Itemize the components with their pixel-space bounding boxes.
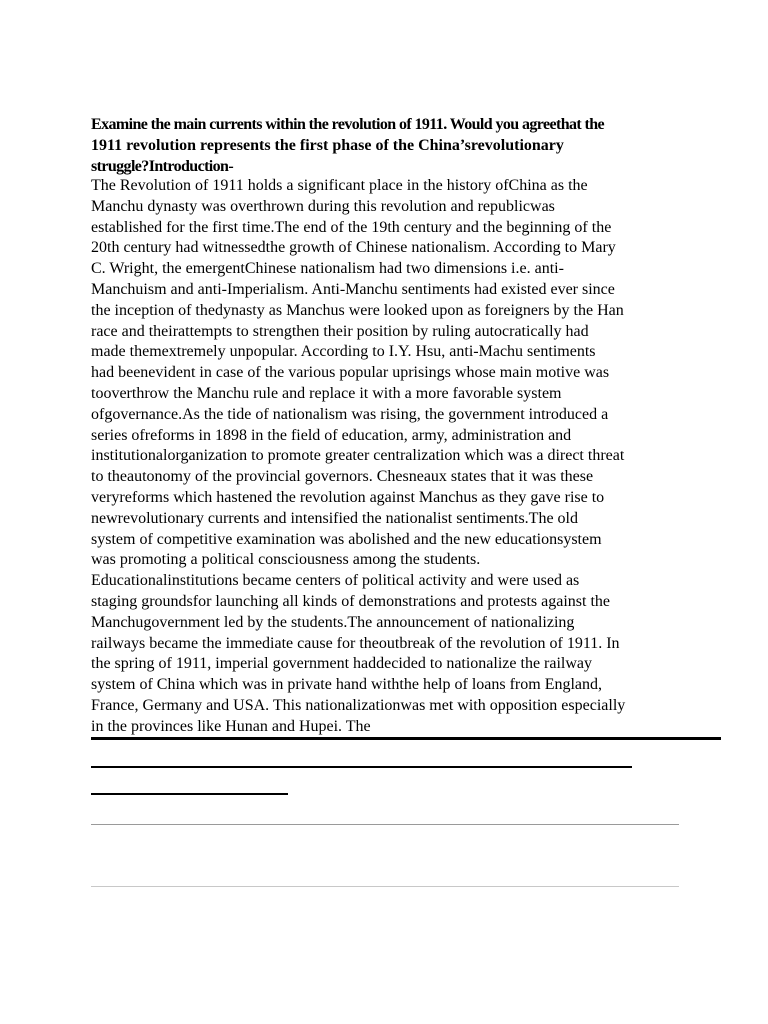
body-line: staging groundsfor launching all kinds of demonstrations and protests against the xyxy=(91,592,611,610)
body-line: Manchugovernment led by the students.The announcement of nationalizing xyxy=(91,613,575,631)
underline-rule xyxy=(91,766,632,768)
question-heading xyxy=(91,114,691,177)
divider-line xyxy=(91,824,679,825)
underline-rule xyxy=(91,793,288,795)
heading-line-3: struggle?Introduction- xyxy=(91,158,234,175)
body-line: veryreforms which hastened the revolution against Manchus as they gave rise to xyxy=(91,488,605,506)
body-line: series ofreforms in 1898 in the field of education, army, administration and xyxy=(91,426,572,444)
body-line: system of China which was in private hand withthe help of loans from England, xyxy=(91,676,603,694)
body-line: Manchuism and anti-Imperialism. Anti-Manchu sentiments had existed ever since xyxy=(91,280,615,298)
divider-line xyxy=(91,886,679,887)
body-line: C. Wright, the emergentChinese nationalism had two dimensions i.e. anti- xyxy=(91,260,564,278)
body-line: tooverthrow the Manchu rule and replace it with a more favorable system xyxy=(91,384,562,402)
body-line: to theautonomy of the provincial governors. Chesneaux states that it was these xyxy=(91,468,594,486)
body-line: 20th century had witnessedthe growth of Chinese nationalism. According to Mary xyxy=(91,239,616,257)
body-line: established for the first time.The end of the 19th century and the beginning of the xyxy=(91,218,612,236)
body-line: railways became the immediate cause for theoutbreak of the revolution of 1911. In xyxy=(91,634,620,652)
heading-line-2: 1911 revolution represents the first phase of the China’srevolutionary xyxy=(91,137,564,154)
body-line: Educationalinstitutions became centers of political activity and were used as xyxy=(91,572,580,590)
body-line: system of competitive examination was abolished and the new educationsystem xyxy=(91,530,602,548)
body-line: France, Germany and USA. This nationalizationwas met with opposition especially xyxy=(91,696,626,714)
body-line: ofgovernance.As the tide of nationalism was rising, the government introduced a xyxy=(91,405,609,423)
body-line: in the provinces like Hunan and Hupei. The xyxy=(91,717,371,735)
body-line: was promoting a political consciousness among the students. xyxy=(91,551,481,569)
section-divider xyxy=(91,737,721,740)
body-line: made themextremely unpopular. According to I.Y. Hsu, anti-Machu sentiments xyxy=(91,343,596,361)
body-line: the spring of 1911, imperial government haddecided to nationalize the railway xyxy=(91,655,593,673)
body-line: Manchu dynasty was overthrown during this revolution and republicwas xyxy=(91,197,555,215)
body-line: had beenevident in case of the various popular uprisings whose main motive was xyxy=(91,364,610,382)
body-line: the inception of thedynasty as Manchus were looked upon as foreigners by the Han xyxy=(91,301,624,319)
body-line: race and theirattempts to strengthen their position by ruling autocratically had xyxy=(91,322,589,340)
heading-line-1: Examine the main currents within the revolution of 1911. Would you agreethat the xyxy=(91,116,605,133)
body-line: newrevolutionary currents and intensified the nationalist sentiments.The old xyxy=(91,509,578,527)
body-line: The Revolution of 1911 holds a significant place in the history ofChina as the xyxy=(91,177,588,194)
essay-body xyxy=(91,176,691,738)
body-line: institutionalorganization to promote greater centralization which was a direct threat xyxy=(91,447,625,465)
